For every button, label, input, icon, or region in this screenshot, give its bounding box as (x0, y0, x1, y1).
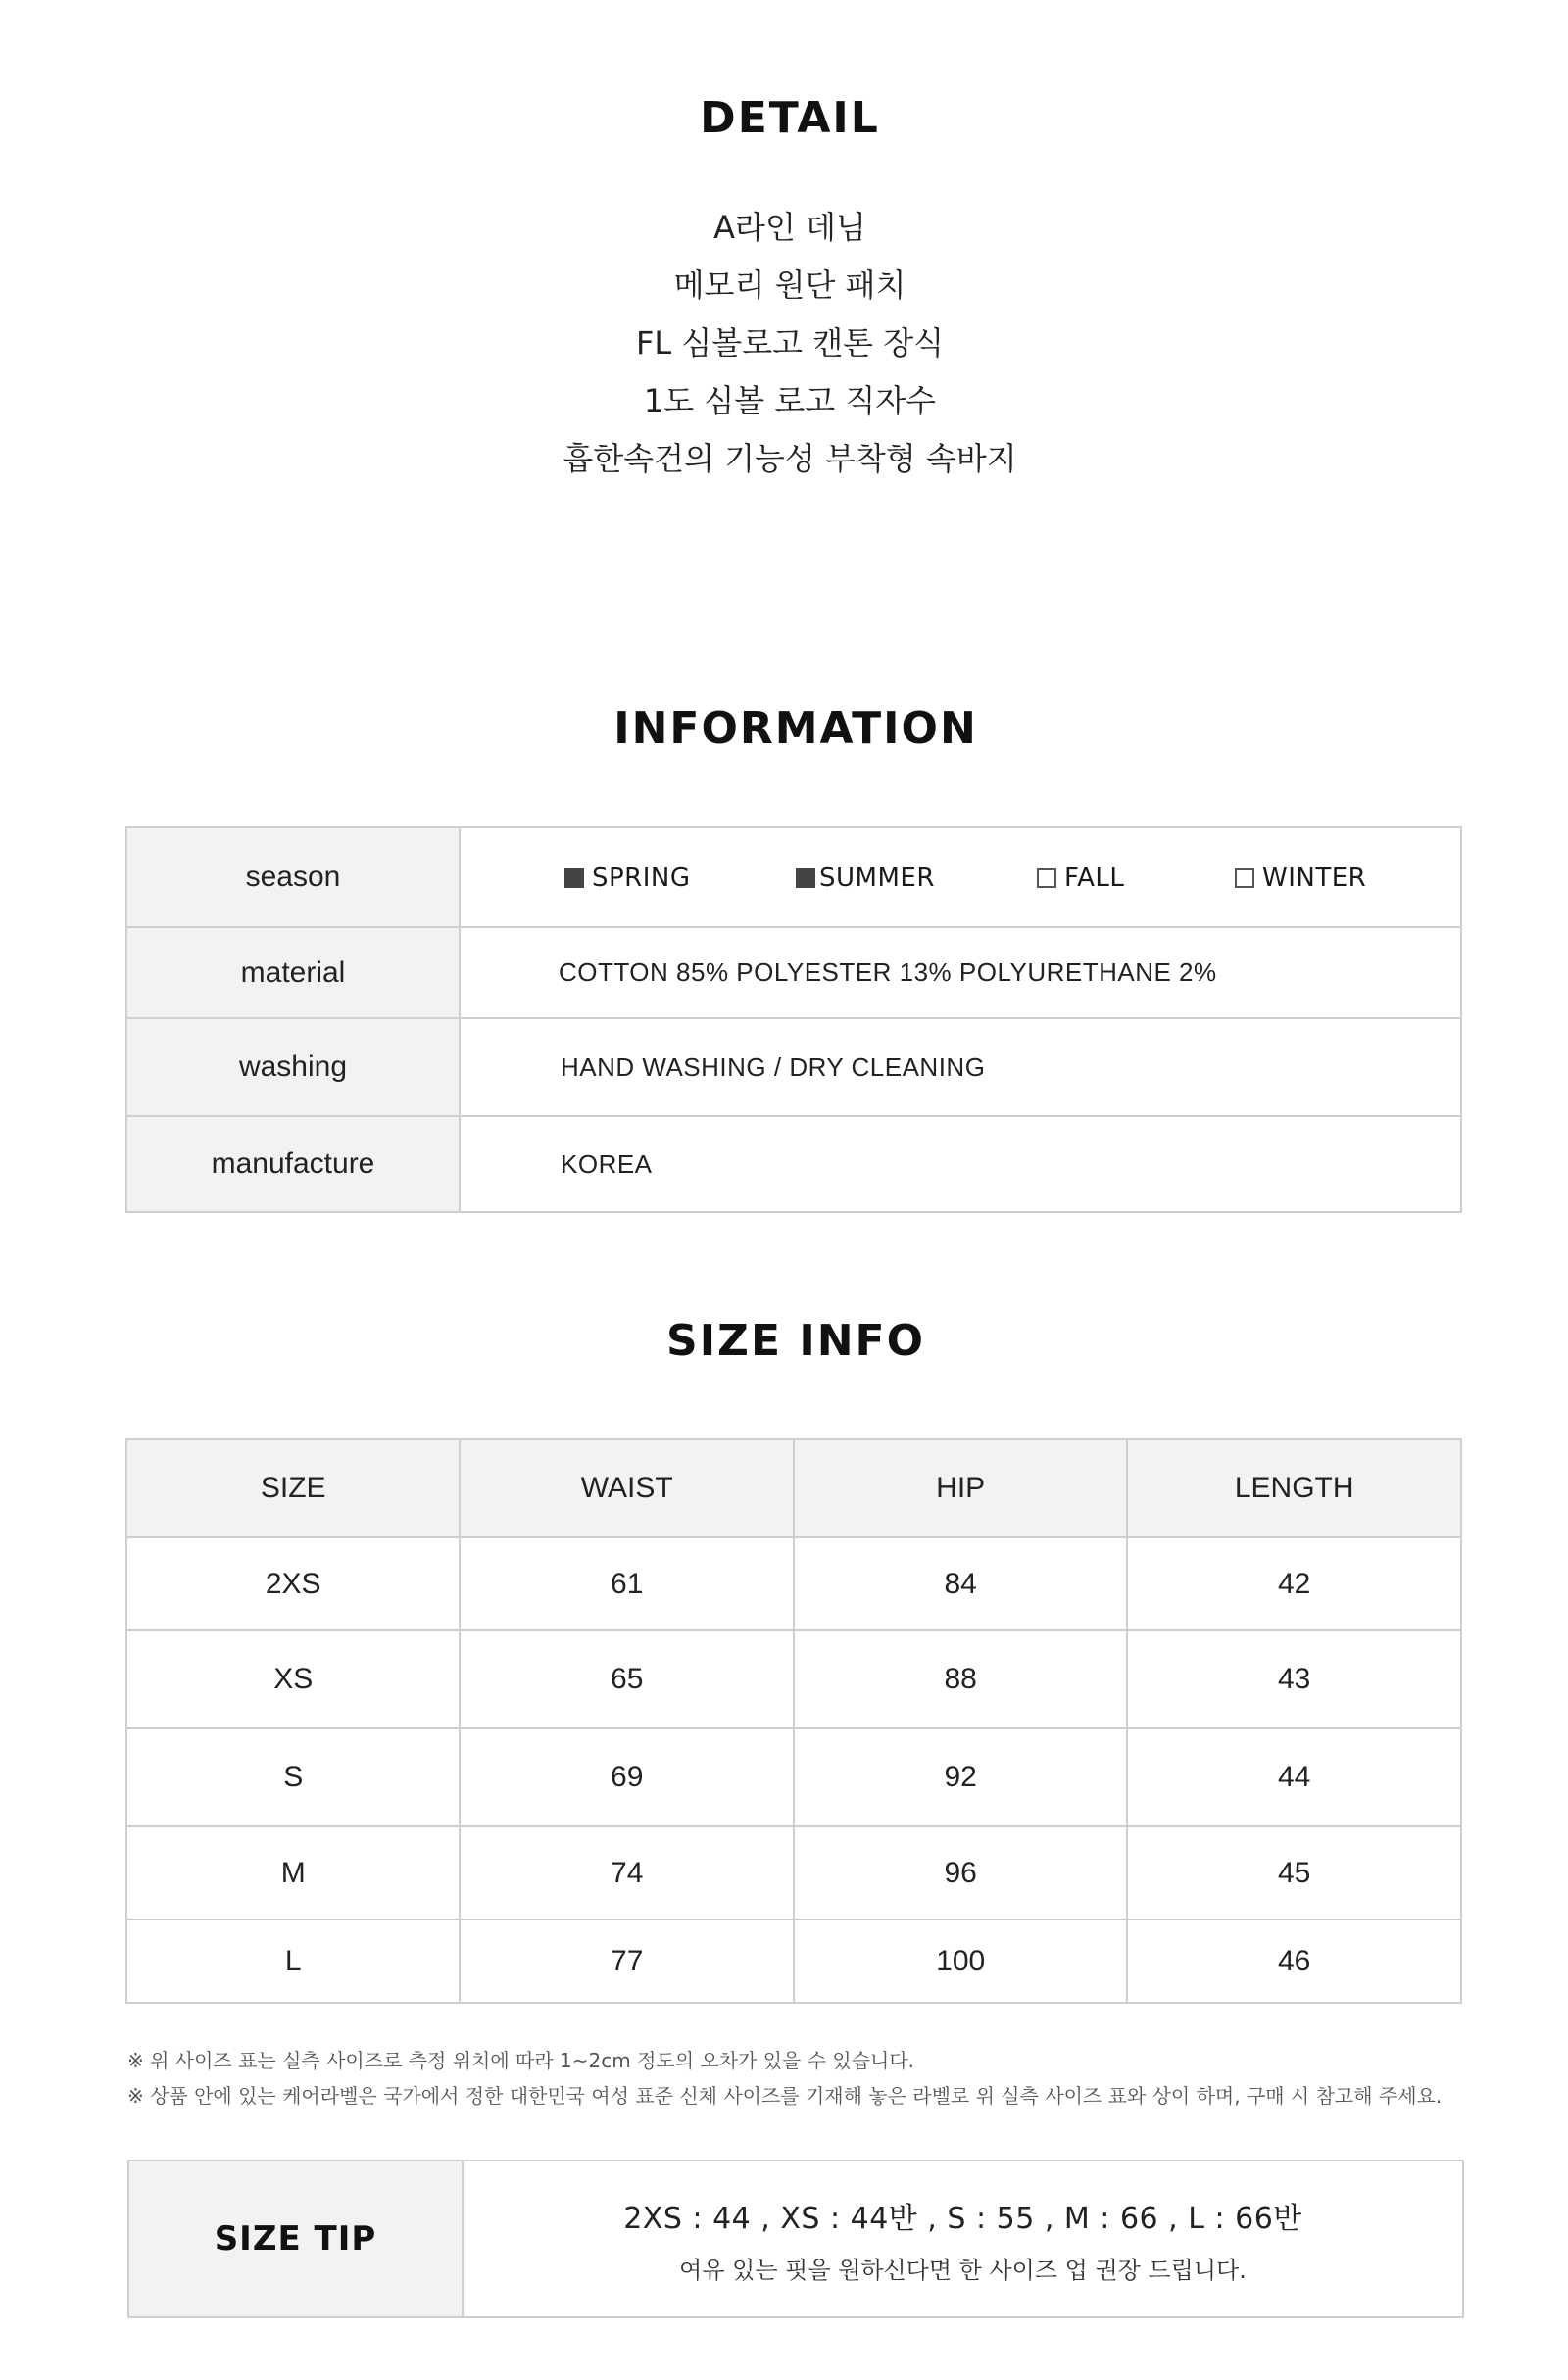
season-fall (1037, 863, 1124, 893)
washing-row (126, 1018, 1461, 1116)
table-cell: 77 (460, 1919, 794, 2003)
size-tip-advice: 여유 있는 핏을 원하신다면 한 사이즈 업 권장 드립니다. (679, 2256, 1247, 2284)
table-row (126, 1630, 1461, 1728)
washing-label: washing (126, 1018, 460, 1116)
table-cell: 65 (460, 1630, 794, 1728)
season-spring (564, 863, 691, 893)
table-cell: L (126, 1919, 460, 2003)
detail-line: 메모리 원단 패치 (673, 267, 906, 304)
table-cell: XS (126, 1630, 460, 1728)
manufacture-row (126, 1116, 1461, 1212)
detail-title: DETAIL (700, 93, 880, 143)
detail-line: A라인 데님 (713, 209, 866, 246)
season-winter (1235, 863, 1366, 893)
table-cell: M (126, 1826, 460, 1919)
table-row (126, 1826, 1461, 1919)
checkbox-empty-icon (1235, 868, 1254, 888)
size-notes (127, 2046, 1499, 2116)
checkbox-filled-icon (796, 868, 815, 888)
season-row (126, 827, 1461, 927)
manufacture-label: manufacture (126, 1116, 460, 1212)
size-table-header (126, 1439, 1461, 1537)
information-title: INFORMATION (613, 704, 978, 753)
size-tip-label: SIZE TIP (128, 2161, 463, 2317)
table-cell: 2XS (126, 1537, 460, 1630)
table-cell: 88 (794, 1630, 1127, 1728)
season-name: SUMMER (819, 863, 935, 893)
table-cell: 96 (794, 1826, 1127, 1919)
table-cell: 92 (794, 1728, 1127, 1826)
material-row (126, 927, 1461, 1018)
table-cell: 45 (1127, 1826, 1461, 1919)
size-info-title: SIZE INFO (666, 1316, 925, 1366)
detail-line: 흡한속건의 기능성 부착형 속바지 (563, 440, 1017, 477)
size-tip-mapping: 2XS : 44 , XS : 44반 , S : 55 , M : 66 , L : 66반 (623, 2201, 1302, 2236)
table-row (126, 1728, 1461, 1826)
column-header: HIP (794, 1439, 1127, 1537)
size-tip-row (128, 2161, 1463, 2317)
size-note: ※ 상품 안에 있는 케어라벨은 국가에서 정한 대한민국 여성 표준 신체 사이즈를 기재해 놓은 라벨로 위 실측 사이즈 표와 상이 하며, 구매 시 참고해 주세요. (127, 2084, 1443, 2108)
information-table (125, 826, 1462, 1213)
table-cell: 44 (1127, 1728, 1461, 1826)
table-row (126, 1919, 1461, 2003)
size-table (125, 1438, 1462, 2004)
table-cell: 69 (460, 1728, 794, 1826)
checkbox-filled-icon (564, 868, 584, 888)
table-cell: 61 (460, 1537, 794, 1630)
season-summer (796, 863, 935, 893)
table-cell: 84 (794, 1537, 1127, 1630)
season-name: FALL (1064, 863, 1125, 893)
table-cell: 74 (460, 1826, 794, 1919)
column-header: WAIST (460, 1439, 794, 1537)
column-header: SIZE (126, 1439, 460, 1537)
size-tip-table (127, 2160, 1464, 2318)
washing-value: HAND WASHING / DRY CLEANING (460, 1018, 1461, 1116)
season-name: WINTER (1262, 863, 1367, 893)
material-label: material (126, 927, 460, 1018)
table-row (126, 1537, 1461, 1630)
size-tip-content (463, 2161, 1463, 2317)
size-note: ※ 위 사이즈 표는 실측 사이즈로 측정 위치에 따라 1~2cm 정도의 오차가 있을 수 있습니다. (127, 2049, 915, 2072)
detail-line: FL 심볼로고 캔톤 장식 (635, 324, 945, 362)
detail-line: 1도 심볼 로고 직자수 (643, 382, 937, 419)
season-label: season (126, 827, 460, 927)
table-cell: 46 (1127, 1919, 1461, 2003)
material-value: COTTON 85% POLYESTER 13% POLYURETHANE 2% (460, 927, 1461, 1018)
table-cell: 43 (1127, 1630, 1461, 1728)
season-name: SPRING (592, 863, 691, 893)
table-cell: 42 (1127, 1537, 1461, 1630)
column-header: LENGTH (1127, 1439, 1461, 1537)
manufacture-value: KOREA (460, 1116, 1461, 1212)
table-cell: S (126, 1728, 460, 1826)
detail-list (6, 204, 1568, 493)
season-value (460, 827, 1461, 927)
table-cell: 100 (794, 1919, 1127, 2003)
checkbox-empty-icon (1037, 868, 1056, 888)
